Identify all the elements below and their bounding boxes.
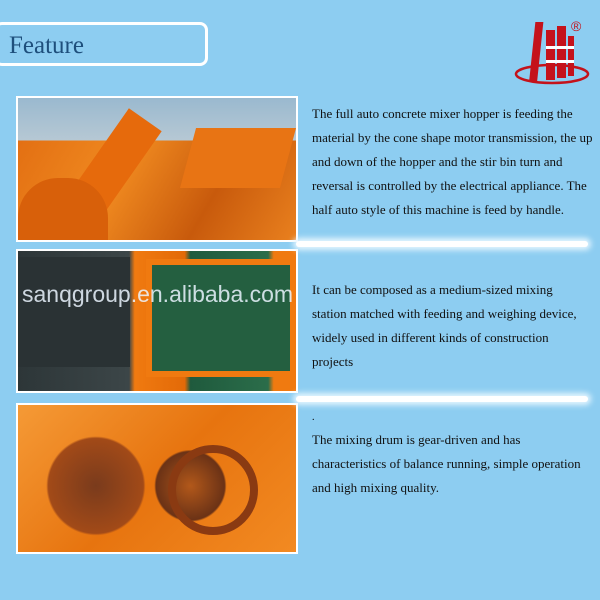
brand-logo	[512, 16, 596, 88]
separator-glow	[296, 396, 588, 402]
mixer-hopper-photo	[16, 96, 298, 242]
page-title: Feature	[9, 32, 84, 59]
feature-text-drum: The mixing drum is gear-driven and has characteristics of balance running, simple operation and high mixing quality.	[312, 432, 581, 495]
separator-dot: .	[312, 412, 315, 423]
gear-drum-photo	[16, 403, 298, 554]
registered-mark: ®	[571, 18, 582, 34]
control-cabinet-photo	[16, 249, 298, 393]
feature-text-hopper: The full auto concrete mixer hopper is feeding the material by the cone shape motor transmission, the up and down of the hopper and the stir bin turn and reversal is controlled by the electrical appliance. The half auto style of this machine is feed by handle.	[312, 106, 593, 217]
separator-glow	[296, 241, 588, 247]
watermark: sanqgroup.en.alibaba.com	[22, 281, 294, 307]
feature-text-station: It can be composed as a medium-sized mixing station matched with feeding and weighing device, widely used in different kinds of construction projects	[312, 282, 577, 369]
feature-title-box	[0, 22, 208, 66]
